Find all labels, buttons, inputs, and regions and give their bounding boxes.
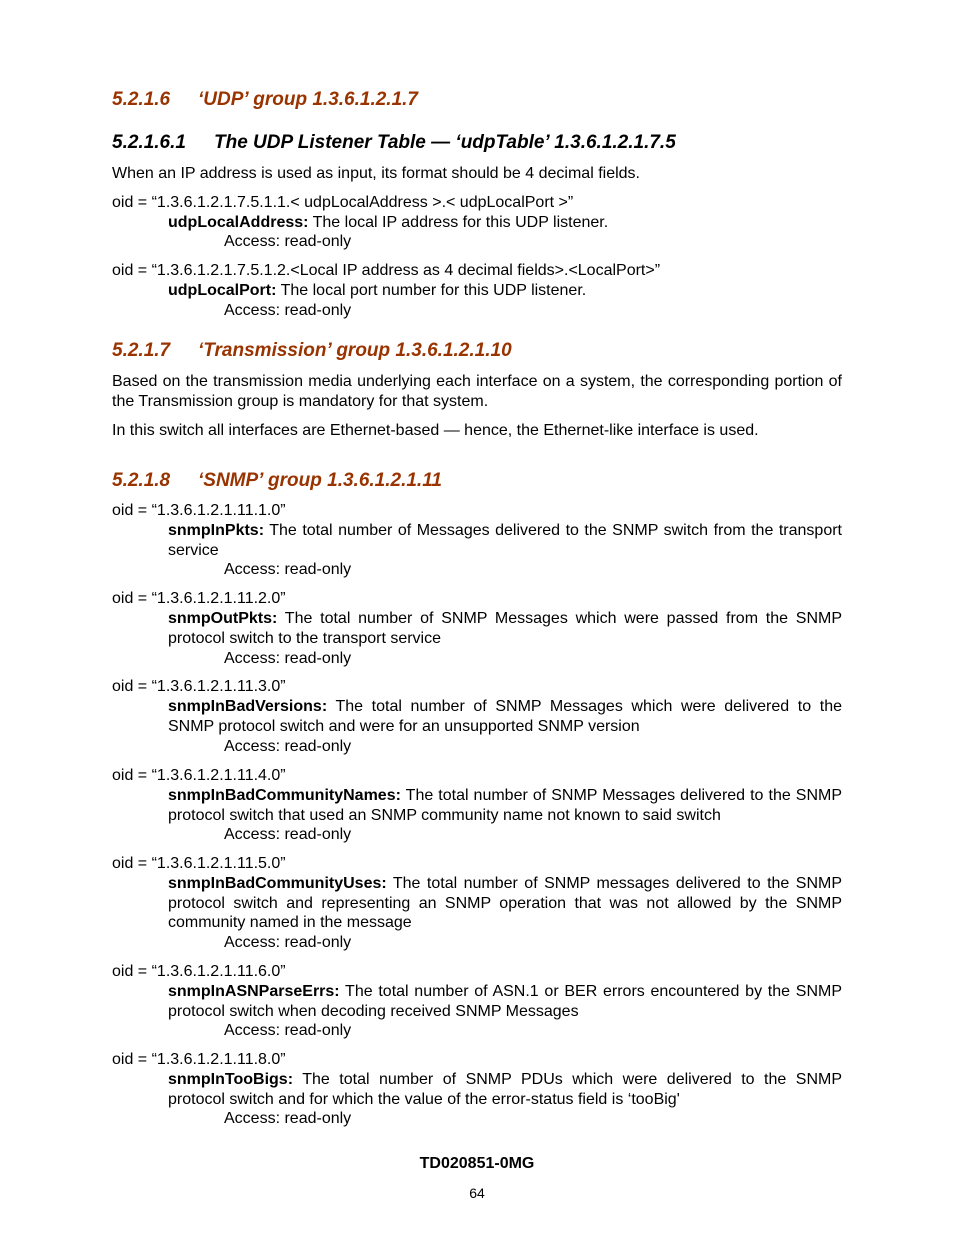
- transmission-paragraph-2: In this switch all interfaces are Ethernet-based — hence, the Ethernet-like interface is used.: [112, 422, 759, 439]
- object-name: snmpInTooBigs:: [168, 1071, 294, 1088]
- object-definition: [168, 609, 842, 648]
- oid-line: oid = “1.3.6.1.2.1.11.1.0”: [112, 502, 286, 519]
- footer-page-number: 64: [469, 1185, 485, 1201]
- footer-document-id: TD020851-0MG: [419, 1155, 535, 1172]
- object-description: The total number of ASN.1 or BER errors encountered by the SNMP protocol switch when decoding received SNMP Messages: [168, 983, 842, 1020]
- access-line: Access: read-only: [224, 738, 352, 755]
- access-line: Access: read-only: [224, 934, 352, 951]
- object-description: The total number of Messages delivered to the SNMP switch from the transport service: [168, 522, 842, 559]
- access-line: Access: read-only: [224, 233, 352, 250]
- object-description: The total number of SNMP Messages delivered to the SNMP protocol switch that used an SNMP community name not known to said switch: [168, 787, 842, 824]
- heading-udp-table: 5.2.1.6.1 The UDP Listener Table — ‘udpTable’ 1.3.6.1.2.1.7.5: [112, 132, 676, 153]
- object-definition: [168, 281, 842, 301]
- heading-snmp-group: 5.2.1.8 ‘SNMP’ group 1.3.6.1.2.1.11: [112, 470, 442, 491]
- heading-udp-group: 5.2.1.6 ‘UDP’ group 1.3.6.1.2.1.7: [112, 89, 418, 110]
- object-description: The total number of SNMP Messages which were delivered to the SNMP protocol switch and were for an unsupported SNMP version: [168, 698, 842, 735]
- oid-line: oid = “1.3.6.1.2.1.11.3.0”: [112, 678, 286, 695]
- object-name: snmpInPkts:: [168, 522, 265, 539]
- object-name: snmpInASNParseErrs:: [168, 983, 340, 1000]
- access-line: Access: read-only: [224, 561, 352, 578]
- oid-line: oid = “1.3.6.1.2.1.11.8.0”: [112, 1051, 286, 1068]
- object-definition: [168, 982, 842, 1021]
- object-name: snmpInBadCommunityNames:: [168, 787, 401, 804]
- oid-line: oid = “1.3.6.1.2.1.11.5.0”: [112, 855, 286, 872]
- object-definition: [168, 697, 842, 736]
- object-name: snmpInBadCommunityUses:: [168, 875, 387, 892]
- access-line: Access: read-only: [224, 826, 352, 843]
- object-name: snmpOutPkts:: [168, 610, 278, 627]
- access-line: Access: read-only: [224, 1110, 352, 1127]
- object-definition: [168, 1070, 842, 1109]
- oid-line: oid = “1.3.6.1.2.1.7.5.1.2.<Local IP address as 4 decimal fields>.<LocalPort>”: [112, 262, 661, 279]
- udp-intro-paragraph: When an IP address is used as input, its format should be 4 decimal fields.: [112, 165, 640, 182]
- access-line: Access: read-only: [224, 302, 352, 319]
- object-name: udpLocalAddress:: [168, 214, 309, 231]
- object-description: The total number of SNMP messages delivered to the SNMP protocol switch and representing an SNMP operation that was not allowed by the SNMP community named in the message: [168, 875, 842, 932]
- object-name: udpLocalPort:: [168, 282, 277, 299]
- oid-line: oid = “1.3.6.1.2.1.11.6.0”: [112, 963, 286, 980]
- object-definition: [168, 874, 842, 933]
- oid-line: oid = “1.3.6.1.2.1.11.2.0”: [112, 590, 286, 607]
- oid-line: oid = “1.3.6.1.2.1.7.5.1.1.< udpLocalAddress >.< udpLocalPort >”: [112, 194, 574, 211]
- heading-transmission-group: 5.2.1.7 ‘Transmission’ group 1.3.6.1.2.1.10: [112, 340, 512, 361]
- transmission-paragraph-1: Based on the transmission media underlying each interface on a system, the corresponding portion of the Transmission group is mandatory for that system.: [112, 373, 842, 410]
- access-line: Access: read-only: [224, 1022, 352, 1039]
- object-description: The local IP address for this UDP listener.: [308, 214, 609, 231]
- object-definition: [168, 521, 842, 560]
- object-definition: [168, 213, 842, 233]
- object-description: The total number of SNMP Messages which were passed from the SNMP protocol switch to the transport service: [168, 610, 842, 647]
- access-line: Access: read-only: [224, 650, 352, 667]
- oid-line: oid = “1.3.6.1.2.1.11.4.0”: [112, 767, 286, 784]
- object-description: The local port number for this UDP listener.: [276, 282, 587, 299]
- object-name: snmpInBadVersions:: [168, 698, 328, 715]
- object-description: The total number of SNMP PDUs which were delivered to the SNMP protocol switch and for which the value of the error-status field is ‘tooBig': [168, 1071, 842, 1108]
- object-definition: [168, 786, 842, 825]
